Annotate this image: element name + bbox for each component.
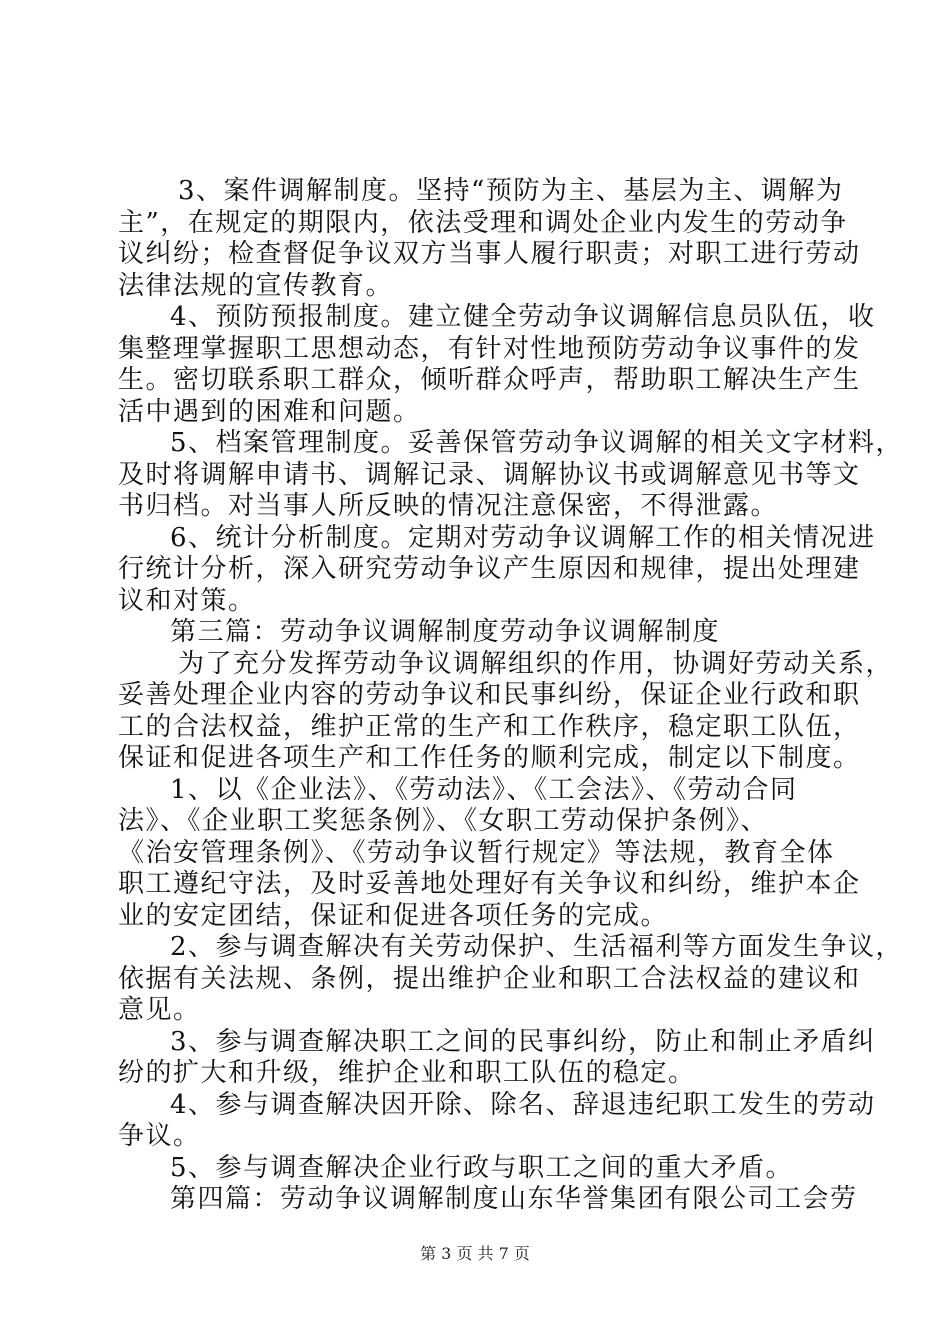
- paragraph-line: 2、参与调查解决有关劳动保护、生活福利等方面发生争议，: [170, 932, 904, 962]
- paragraph-line: 行统计分析，深入研究劳动争议产生原因和规律，提出处理建: [118, 554, 861, 584]
- paragraph-line: 妥善处理企业内容的劳动争议和民事纠纷，保证企业行政和职: [118, 680, 861, 710]
- document-body: [118, 176, 904, 1216]
- paragraph-line: 1、以《企业法》、《劳动法》、《工会法》、《劳动合同: [170, 774, 798, 805]
- paragraph-line: 争议。: [118, 1121, 201, 1151]
- paragraph-line: 意见。: [118, 995, 201, 1025]
- paragraph-line: 业的安定团结，保证和促进各项任务的完成。: [118, 900, 669, 931]
- paragraph-line: 5、参与调查解决企业行政与职工之间的重大矛盾。: [170, 1152, 794, 1183]
- paragraph-line: 工的合法权益，维护正常的生产和工作秩序，稳定职工队伍，: [118, 711, 861, 742]
- paragraph-line: 书归档。对当事人所反映的情况注意保密，不得泄露。: [118, 491, 779, 521]
- paragraph-line: 议纠纷；检查督促争议双方当事人履行职责；对职工进行劳动: [118, 239, 861, 269]
- paragraph-line: 职工遵纪守法，及时妥善地处理好有关争议和纠纷，维护本企: [118, 869, 861, 899]
- paragraph-line: 生。密切联系职工群众，倾听群众呼声，帮助职工解决生产生: [118, 365, 861, 395]
- paragraph-line: 为了充分发挥劳动争议调解组织的作用，协调好劳动关系，: [178, 648, 894, 679]
- paragraph-line: 5、档案管理制度。妥善保管劳动争议调解的相关文字材料，: [170, 428, 904, 458]
- paragraph-line: 法》、《企业职工奖惩条例》、《女职工劳动保护条例》、: [118, 806, 769, 836]
- paragraph-line: 议和对策。: [118, 585, 256, 616]
- paragraph-line: 纷的扩大和升级，维护企业和职工队伍的稳定。: [118, 1058, 696, 1088]
- paragraph-line: 3、参与调查解决职工之间的民事纠纷，防止和制止矛盾纠: [170, 1026, 876, 1057]
- paragraph-line: 4、预防预报制度。建立健全劳动争议调解信息员队伍，收: [170, 302, 876, 332]
- paragraph-line: 《治安管理条例》、《劳动争议暂行规定》等法规，教育全体: [118, 837, 835, 868]
- paragraph-line: 4、参与调查解决因开除、除名、辞退违纪职工发生的劳动: [170, 1089, 876, 1120]
- paragraph-line: 活中遇到的困难和问题。: [118, 396, 421, 427]
- paragraph-line: 法律法规的宣传教育。: [118, 270, 394, 301]
- paragraph-line: 依据有关法规、条例，提出维护企业和职工合法权益的建议和: [118, 963, 861, 994]
- section-heading: 第四篇：劳动争议调解制度山东华誉集团有限公司工会劳: [170, 1184, 858, 1214]
- section-heading: 第三篇：劳动争议调解制度劳动争议调解制度: [170, 617, 721, 647]
- paragraph-line: 3、案件调解制度。坚持“预防为主、基层为主、调解为: [178, 176, 844, 206]
- paragraph-line: 主”，在规定的期限内，依法受理和调处企业内发生的劳动争: [118, 207, 848, 238]
- page-number-footer: 第 3 页 共 7 页: [420, 1244, 530, 1263]
- paragraph-line: 保证和促进各项生产和工作任务的顺利完成，制定以下制度。: [118, 743, 861, 773]
- paragraph-line: 6、统计分析制度。定期对劳动争议调解工作的相关情况进: [170, 522, 876, 553]
- paragraph-line: 集整理掌握职工思想动态，有针对性地预防劳动争议事件的发: [118, 333, 861, 364]
- paragraph-line: 及时将调解申请书、调解记录、调解协议书或调解意见书等文: [118, 459, 861, 490]
